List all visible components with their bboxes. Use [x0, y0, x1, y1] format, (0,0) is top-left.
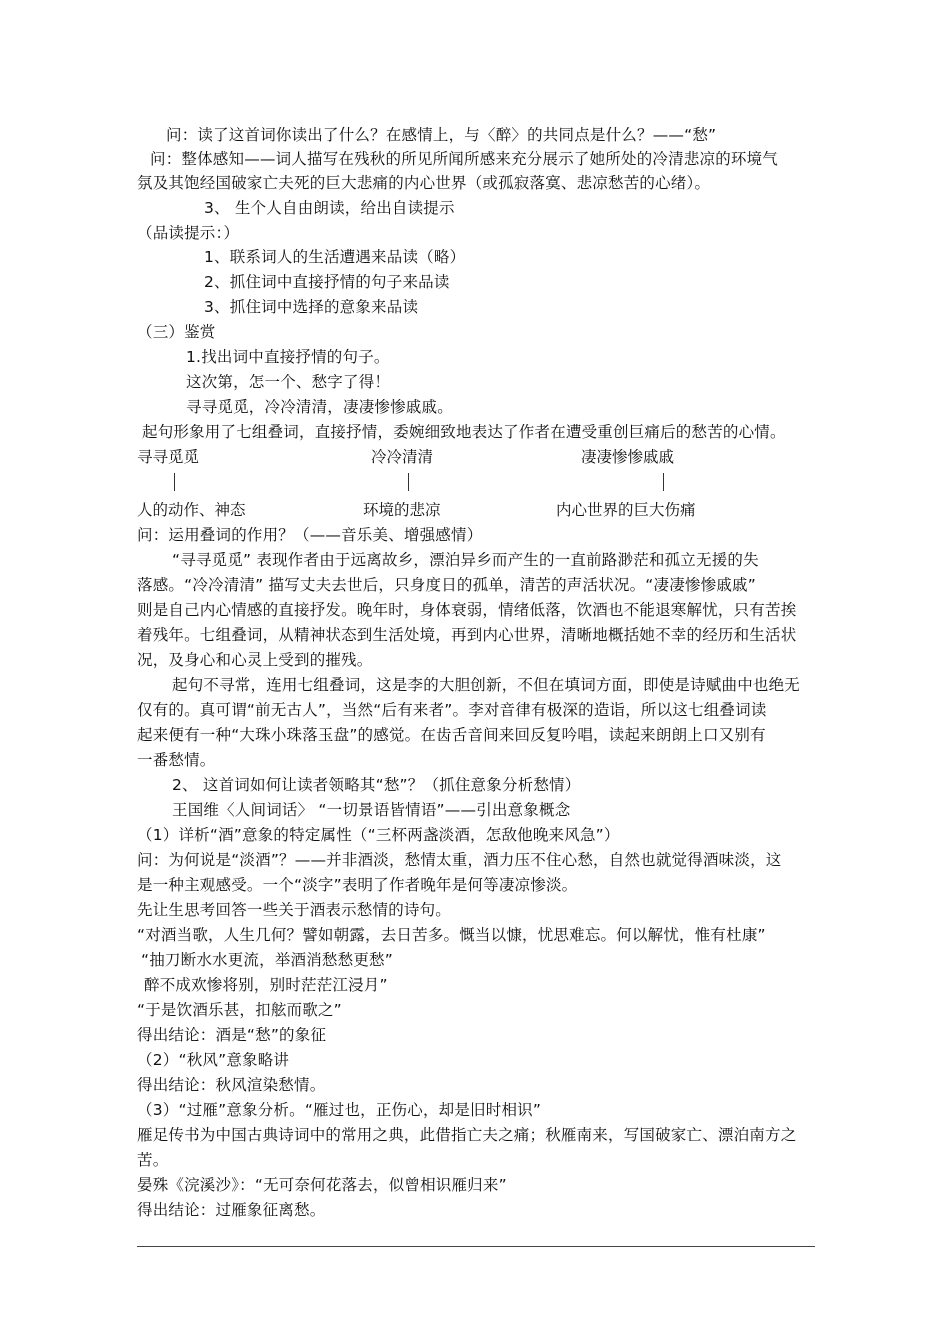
paragraph-line: 是一种主观感受。一个“淡字”表明了作者晚年是何等凄凉惨淡。 — [137, 876, 578, 894]
paragraph-line: 晏殊《浣溪沙》：“无可奈何花落去，似曾相识雁归来” — [137, 1176, 507, 1194]
connector-row — [137, 473, 817, 495]
paragraph-line: 则是自己内心情感的直接抒发。晚年时，身体衰弱，情绪低落，饮酒也不能退寒解忧，只有苦挨 — [137, 601, 797, 619]
paragraph-line: （1）详析“酒”意象的特定属性（“三杯两盏淡酒，怎敌他晚来风急”） — [137, 826, 620, 844]
meaning-row — [137, 499, 817, 521]
paragraph-line: “寻寻觅觅” 表现作者由于远离故乡，漂泊异乡而产生的一直前路渺茫和孤立无援的失 — [172, 551, 759, 569]
paragraph-line: 着残年。七组叠词，从精神状态到生活处境，再到内心世界，清晰地概括她不幸的经历和生活状 — [137, 626, 797, 644]
quote-line: 这次第，怎一个、愁字了得！ — [186, 373, 391, 391]
quote-line: 寻寻觅觅，冷冷清清，凄凄惨惨戚戚。 — [186, 398, 453, 416]
paragraph-line: 一番愁情。 — [137, 751, 216, 769]
paragraph-line: 况，及身心和心灵上受到的摧残。 — [137, 651, 373, 669]
quote-line: 醉不成欢惨将别，别时茫茫江浸月” — [144, 976, 388, 994]
paragraph-line: 起来便有一种“大珠小珠落玉盘”的感觉。在齿舌音间来回反复吟唱，读起来朗朗上口又别有 — [137, 726, 766, 744]
paragraph-line: 落感。“冷冷清清” 描写丈夫去世后，只身度日的孤单，清苦的声活状况。“凄凄惨惨戚戚” — [137, 576, 756, 594]
diagram-term: 冷冷清清 — [371, 448, 434, 466]
paragraph-line: 先让生思考回答一些关于酒表示愁情的诗句。 — [137, 901, 452, 919]
paragraph-line: （2）“秋风”意象略讲 — [137, 1051, 290, 1069]
paragraph-line: 问：为何说是“淡酒”？——并非酒淡，愁情太重，酒力压不住心愁，自然也就觉得酒味淡，这 — [137, 851, 782, 869]
paragraph-line: 王国维〈人间词话〉 “一切景语皆情语”——引出意象概念 — [172, 801, 571, 819]
paragraph-line: 苦。 — [137, 1151, 169, 1169]
paragraph-line: 问：运用叠词的作用？（——音乐美、增强感情） — [137, 526, 483, 544]
paragraph-line: 得出结论：秋风渲染愁情。 — [137, 1076, 326, 1094]
paragraph-line: （品读提示：） — [137, 224, 240, 242]
paragraph-line: 3、 生个人自由朗读，给出自读提示 — [204, 199, 455, 217]
section-heading: （三）鉴赏 — [137, 323, 216, 341]
paragraph-line: 起句形象用了七组叠词，直接抒情，委婉细致地表达了作者在遭受重创巨痛后的愁苦的心情。 — [142, 423, 786, 441]
list-item: 1、联系词人的生活遭遇来品读（略） — [204, 248, 466, 266]
diagram-meaning: 环境的悲凉 — [363, 501, 441, 519]
list-item: 3、抓住词中选择的意象来品读 — [204, 298, 419, 316]
footer-divider — [137, 1246, 815, 1247]
paragraph-line: 1.找出词中直接抒情的句子。 — [186, 348, 390, 366]
paragraph-line: 2、 这首词如何让读者领略其“愁”？（抓住意象分析愁情） — [172, 776, 581, 794]
quote-line: “于是饮酒乐甚，扣舷而歌之” — [137, 1001, 342, 1019]
paragraph-line: 氛及其饱经国破家亡夫死的巨大悲痛的内心世界（或孤寂落寞、悲凉愁苦的心绪）。 — [137, 174, 711, 192]
paragraph-line: 起句不寻常，连用七组叠词，这是李的大胆创新，不但在填词方面，即使是诗赋曲中也绝无 — [172, 676, 801, 694]
paragraph-line: 得出结论：酒是“愁”的象征 — [137, 1026, 327, 1044]
paragraph-line: 问：整体感知——词人描写在残秋的所见所闻所感来充分展示了她所处的冷清悲凉的环境气 — [150, 150, 779, 168]
paragraph-line: 问：读了这首词你读出了什么？在感情上，与〈醉〉的共同点是什么？——“愁” — [166, 126, 717, 144]
diagram-meaning: 内心世界的巨大伤痛 — [556, 501, 696, 519]
connector-line — [663, 473, 664, 491]
quote-line: “抽刀断水水更流，举酒消愁愁更愁” — [141, 951, 393, 969]
connector-line — [174, 473, 175, 491]
paragraph-line: 雁足传书为中国古典诗词中的常用之典，此借指亡夫之痛；秋雁南来，写国破家亡、漂泊南方之 — [137, 1126, 797, 1144]
paragraph-line: 得出结论：过雁象征离愁。 — [137, 1201, 326, 1219]
diagram-term: 凄凄惨惨戚戚 — [581, 448, 675, 466]
diagram-meaning: 人的动作、神态 — [137, 501, 246, 519]
reduplication-row — [137, 446, 817, 468]
list-item: 2、抓住词中直接抒情的句子来品读 — [204, 273, 450, 291]
diagram-term: 寻寻觅觅 — [137, 448, 200, 466]
quote-line: “对酒当歌，人生几何？譬如朝露，去日苦多。慨当以慷，忧思难忘。何以解忧，惟有杜康” — [137, 926, 766, 944]
paragraph-line: （3）“过雁”意象分析。“雁过也，正伤心，却是旧时相识” — [137, 1101, 542, 1119]
connector-line — [408, 473, 409, 491]
paragraph-line: 仅有的。真可谓“前无古人”，当然“后有来者”。李对音律有极深的造诣，所以这七组叠词读 — [137, 701, 767, 719]
